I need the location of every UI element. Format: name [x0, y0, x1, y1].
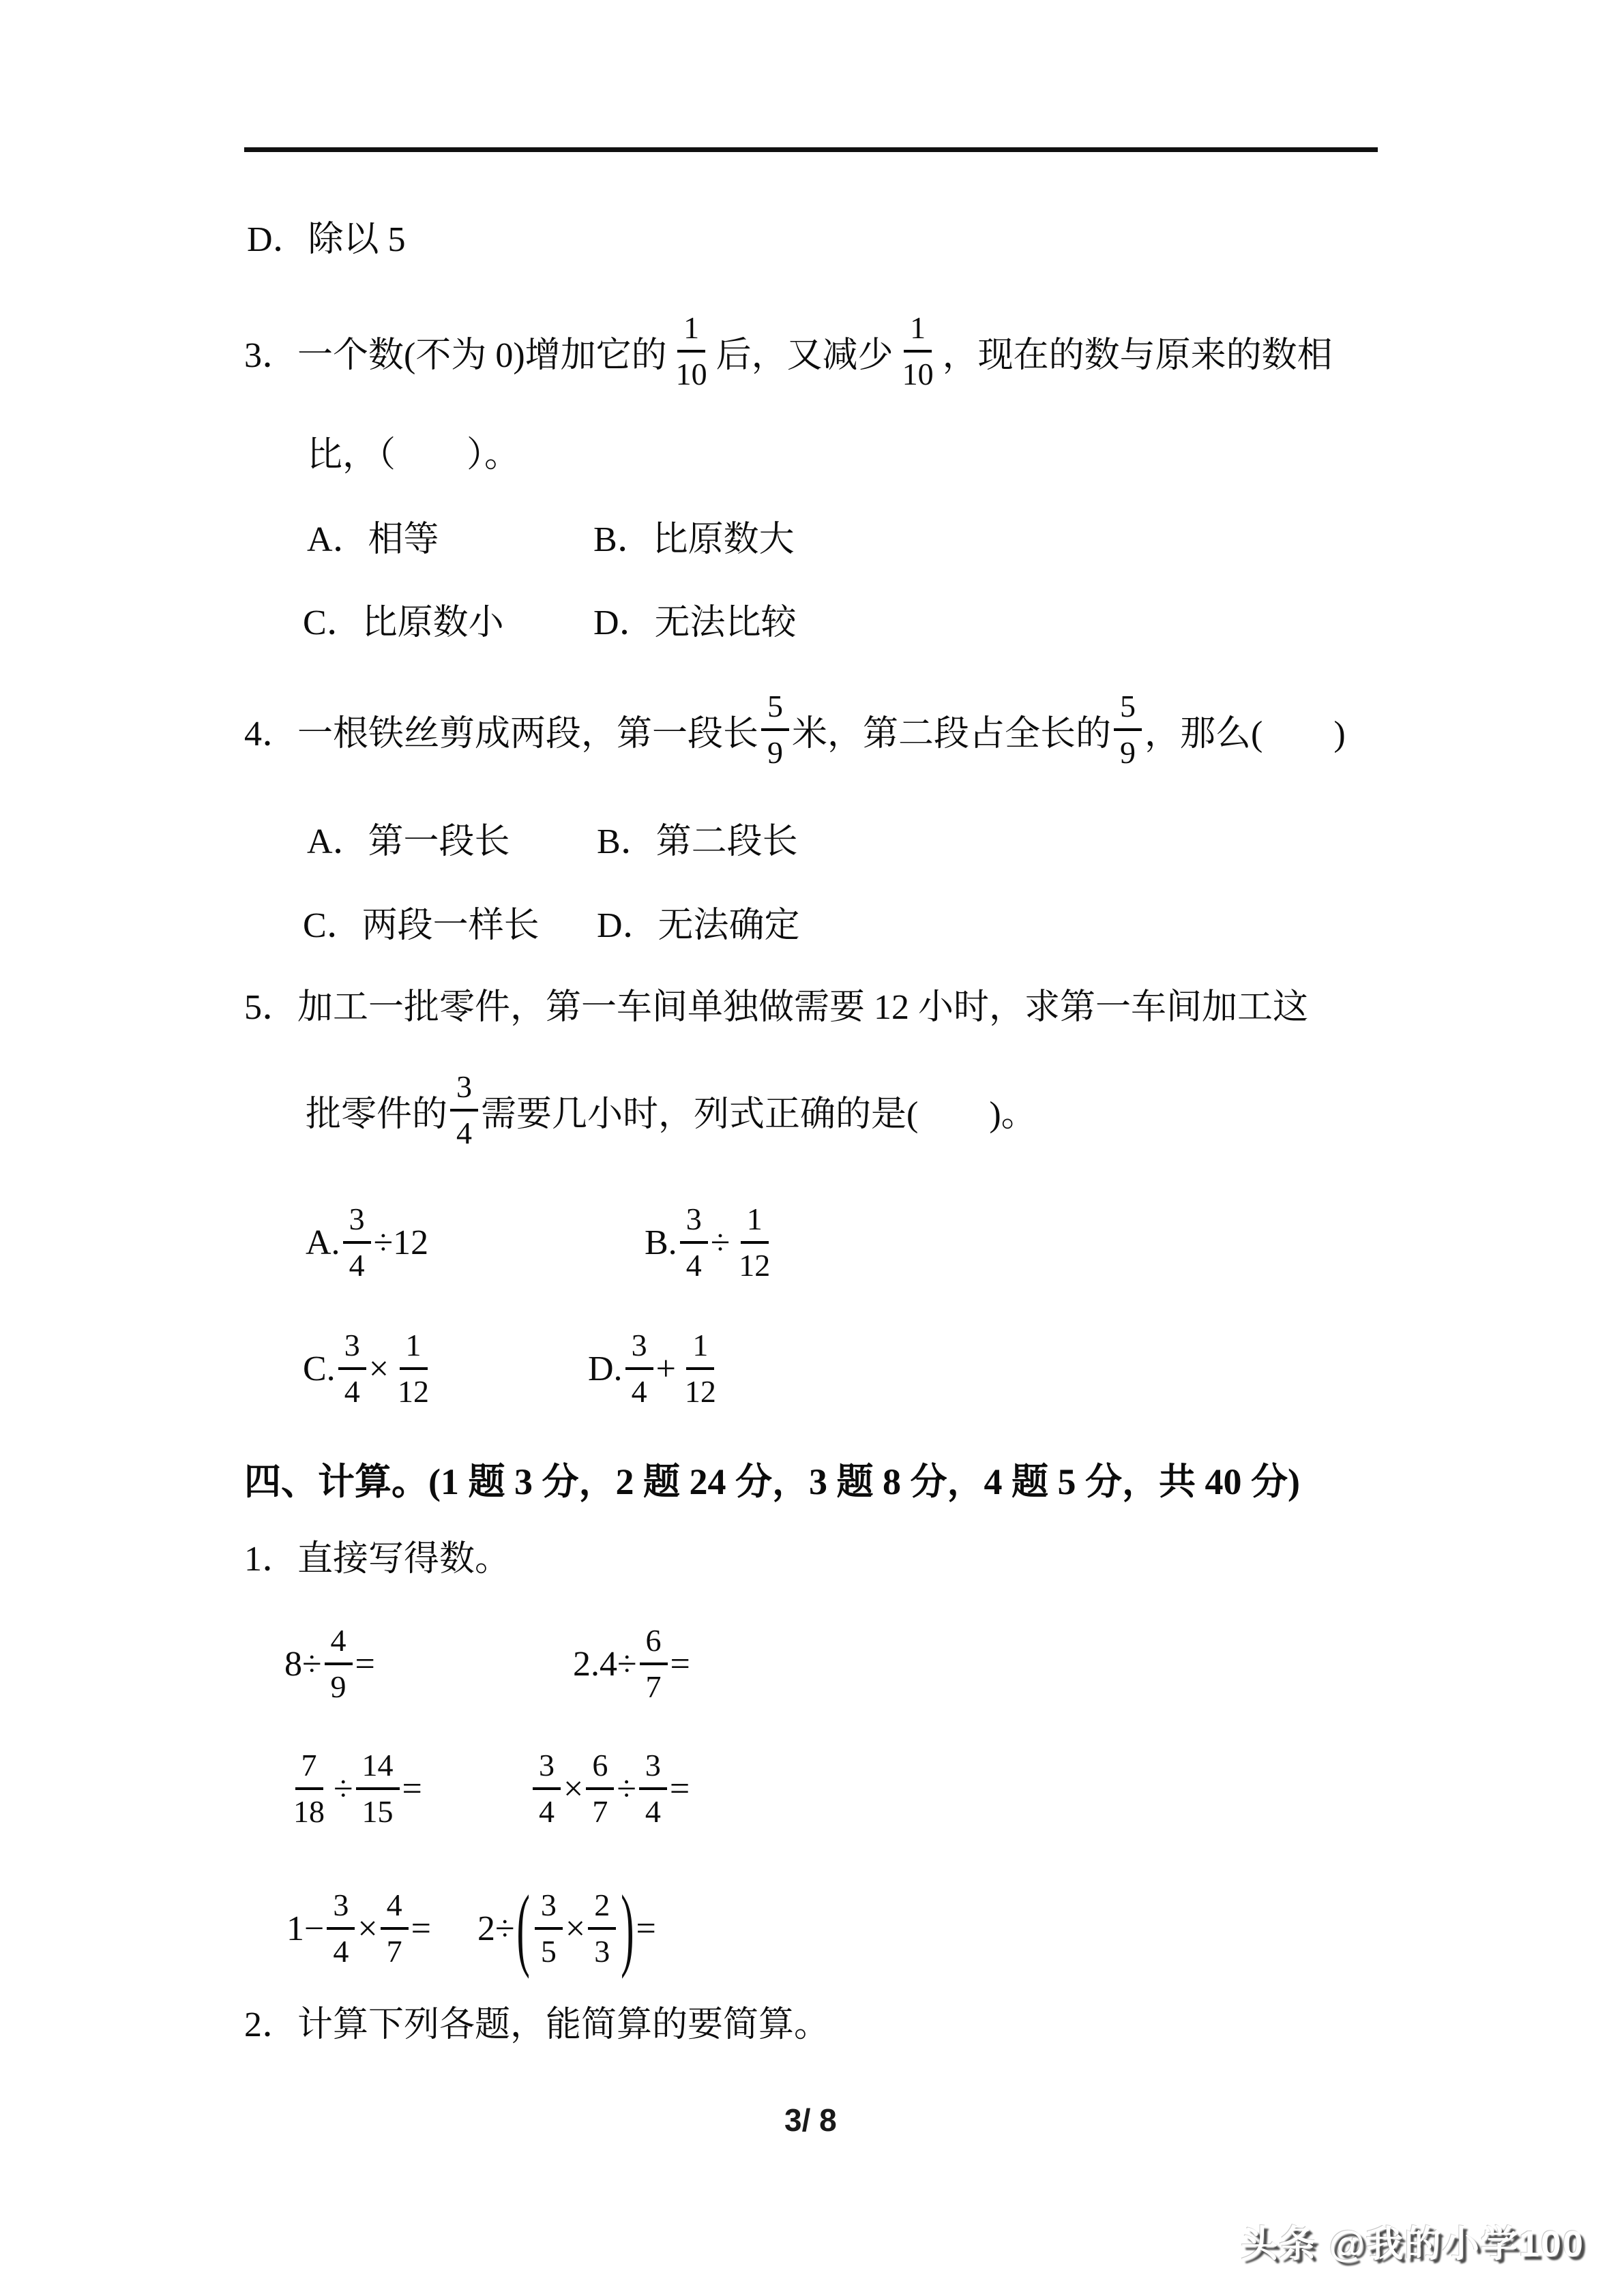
question-3-stem-line-2: 比，（ ）。	[307, 436, 520, 475]
fraction-numerator: 4	[381, 1888, 409, 1930]
fraction-numerator: 3	[535, 1888, 563, 1930]
fraction	[680, 1202, 708, 1283]
fraction-numerator: 3	[327, 1888, 355, 1930]
math-text: ÷	[710, 1223, 730, 1262]
math-text: ×	[368, 1349, 389, 1388]
question-5-stem-line-1: 5．加工一批零件，第一车间单独做需要 12 小时，求第一车间加工这	[244, 988, 1309, 1027]
fraction	[670, 311, 713, 391]
question-5-option-a	[306, 1195, 428, 1290]
fraction	[679, 1328, 722, 1409]
fraction	[392, 1328, 435, 1409]
math-text: ÷12	[373, 1223, 429, 1262]
fraction	[586, 1748, 614, 1829]
fraction	[356, 1748, 400, 1829]
fraction-denominator: 4	[349, 1248, 365, 1283]
header-rule	[244, 147, 1378, 152]
fraction-numerator: 5	[1114, 689, 1142, 731]
fraction-denominator: 15	[361, 1794, 394, 1829]
calc-row-2-col-1	[284, 1741, 422, 1836]
math-text: =	[636, 1909, 656, 1948]
fraction	[381, 1888, 409, 1969]
fraction-denominator: 4	[456, 1116, 473, 1150]
fraction-numerator: 3	[338, 1328, 366, 1370]
math-text: ÷	[334, 1769, 353, 1808]
question-2-option-d: D．除以 5	[247, 220, 406, 259]
calc-row-2-col-2	[530, 1741, 690, 1836]
fraction-denominator: 4	[539, 1794, 555, 1829]
fraction-denominator: 12	[398, 1374, 430, 1409]
math-text: ，那么( )	[1145, 714, 1346, 754]
fraction	[450, 1070, 478, 1150]
fraction-denominator: 12	[739, 1248, 771, 1283]
math-text: ，现在的数与原来的数相	[942, 336, 1333, 375]
fraction-denominator: 7	[386, 1934, 402, 1969]
fraction-numerator: 1	[677, 311, 705, 353]
fraction	[533, 1748, 561, 1829]
calc-row-1-col-1	[284, 1616, 375, 1712]
math-text: 1−	[286, 1909, 325, 1948]
fraction-numerator: 7	[295, 1748, 323, 1790]
fraction-denominator: 10	[675, 357, 707, 391]
fraction	[639, 1748, 667, 1829]
fraction-numerator: 3	[625, 1328, 653, 1370]
question-3-option-d: D．无法比较	[593, 603, 797, 642]
calc-row-1-col-2	[573, 1616, 690, 1712]
math-text: =	[355, 1644, 375, 1684]
fraction	[287, 1748, 331, 1829]
fraction-numerator: 3	[343, 1202, 371, 1244]
question-3-stem-line-1	[244, 303, 1333, 399]
fraction	[535, 1888, 563, 1969]
math-text: ×	[563, 1769, 584, 1808]
question-4-option-d: D．无法确定	[597, 906, 800, 945]
question-5-option-d	[588, 1321, 725, 1416]
math-text: A.	[306, 1223, 340, 1262]
fraction-numerator: 6	[640, 1624, 668, 1665]
fraction-numerator: 1	[400, 1328, 428, 1370]
fraction	[1114, 689, 1142, 770]
fraction-denominator: 9	[330, 1669, 346, 1704]
fraction-denominator: 4	[344, 1374, 360, 1409]
math-text: 后，又减少	[715, 336, 894, 375]
fraction-numerator: 3	[533, 1748, 561, 1790]
math-text: 2÷	[477, 1909, 515, 1948]
question-3-option-b: B．比原数大	[593, 520, 795, 559]
question-3-option-c: C．比原数小	[303, 603, 504, 642]
question-3-option-a: A．相等	[307, 520, 439, 559]
fraction-numerator: 2	[588, 1888, 616, 1930]
fraction-numerator: 4	[325, 1624, 353, 1665]
math-text: =	[402, 1769, 422, 1808]
math-text: 3．一个数(不为 0)增加它的	[244, 336, 667, 375]
fraction	[896, 311, 940, 391]
question-4-option-b: B．第二段长	[597, 822, 798, 861]
watermark: 头条 @我的小学100	[1241, 2224, 1584, 2265]
math-text: 4．一根铁丝剪成两段，第一段长	[244, 714, 759, 754]
math-text: D.	[588, 1349, 623, 1388]
math-text: =	[670, 1644, 690, 1684]
close-paren: )	[621, 1875, 634, 1980]
section-4-item-2-label: 2．计算下列各题，能简算的要简算。	[244, 2006, 830, 2044]
fraction-denominator: 10	[902, 357, 934, 391]
fraction-denominator: 5	[540, 1934, 557, 1969]
math-text: 米，第二段占全长的	[792, 714, 1112, 754]
math-text: =	[669, 1769, 690, 1808]
math-text: +	[655, 1349, 676, 1388]
question-5-option-c	[303, 1321, 438, 1416]
question-4-stem	[244, 682, 1346, 777]
fraction	[327, 1888, 355, 1969]
fraction-denominator: 9	[767, 735, 784, 770]
fraction-denominator: 18	[293, 1794, 325, 1829]
open-paren: (	[516, 1875, 530, 1980]
math-text: ÷	[617, 1769, 636, 1808]
section-4-item-1-label: 1．直接写得数。	[244, 1540, 511, 1579]
section-4-header: 四、计算。(1 题 3 分，2 题 24 分，3 题 8 分，4 题 5 分，共 40 分)	[244, 1461, 1300, 1502]
fraction-numerator: 3	[450, 1070, 478, 1112]
fraction-denominator: 4	[333, 1934, 349, 1969]
math-text: =	[411, 1909, 431, 1948]
question-4-option-c: C．两段一样长	[303, 906, 540, 945]
fraction-denominator: 7	[592, 1794, 608, 1829]
fraction	[588, 1888, 616, 1969]
fraction-numerator: 1	[686, 1328, 714, 1370]
question-4-option-a: A．第一段长	[307, 822, 510, 861]
page-number: 3/ 8	[784, 2102, 837, 2138]
fraction-numerator: 3	[639, 1748, 667, 1790]
question-5-stem-line-2	[306, 1062, 1037, 1158]
calc-row-3-col-1	[286, 1881, 431, 1976]
fraction	[625, 1328, 653, 1409]
fraction-denominator: 7	[645, 1669, 662, 1704]
fraction-numerator: 14	[356, 1748, 400, 1790]
fraction	[325, 1624, 353, 1704]
math-text: ×	[357, 1909, 378, 1948]
math-text: 2.4÷	[573, 1644, 637, 1684]
fraction-numerator: 5	[761, 689, 789, 731]
fraction-denominator: 4	[631, 1374, 647, 1409]
math-text: B.	[645, 1223, 677, 1262]
question-5-option-b	[645, 1195, 779, 1290]
math-text: ×	[565, 1909, 586, 1948]
fraction	[338, 1328, 366, 1409]
calc-row-3-col-2	[477, 1875, 656, 1980]
fraction-denominator: 3	[594, 1934, 610, 1969]
fraction-numerator: 1	[741, 1202, 769, 1244]
fraction-denominator: 12	[684, 1374, 716, 1409]
math-text: 批零件的	[306, 1094, 448, 1134]
math-text: C.	[303, 1349, 336, 1388]
fraction-denominator: 4	[645, 1794, 661, 1829]
fraction-numerator: 3	[680, 1202, 708, 1244]
fraction	[640, 1624, 668, 1704]
fraction	[343, 1202, 371, 1283]
fraction-numerator: 6	[586, 1748, 614, 1790]
fraction-denominator: 9	[1120, 735, 1136, 770]
math-text: 需要几小时，列式正确的是( )。	[481, 1094, 1037, 1134]
fraction-numerator: 1	[904, 311, 932, 353]
fraction	[761, 689, 789, 770]
fraction-denominator: 4	[685, 1248, 702, 1283]
fraction	[733, 1202, 776, 1283]
math-text: 8÷	[284, 1644, 322, 1684]
